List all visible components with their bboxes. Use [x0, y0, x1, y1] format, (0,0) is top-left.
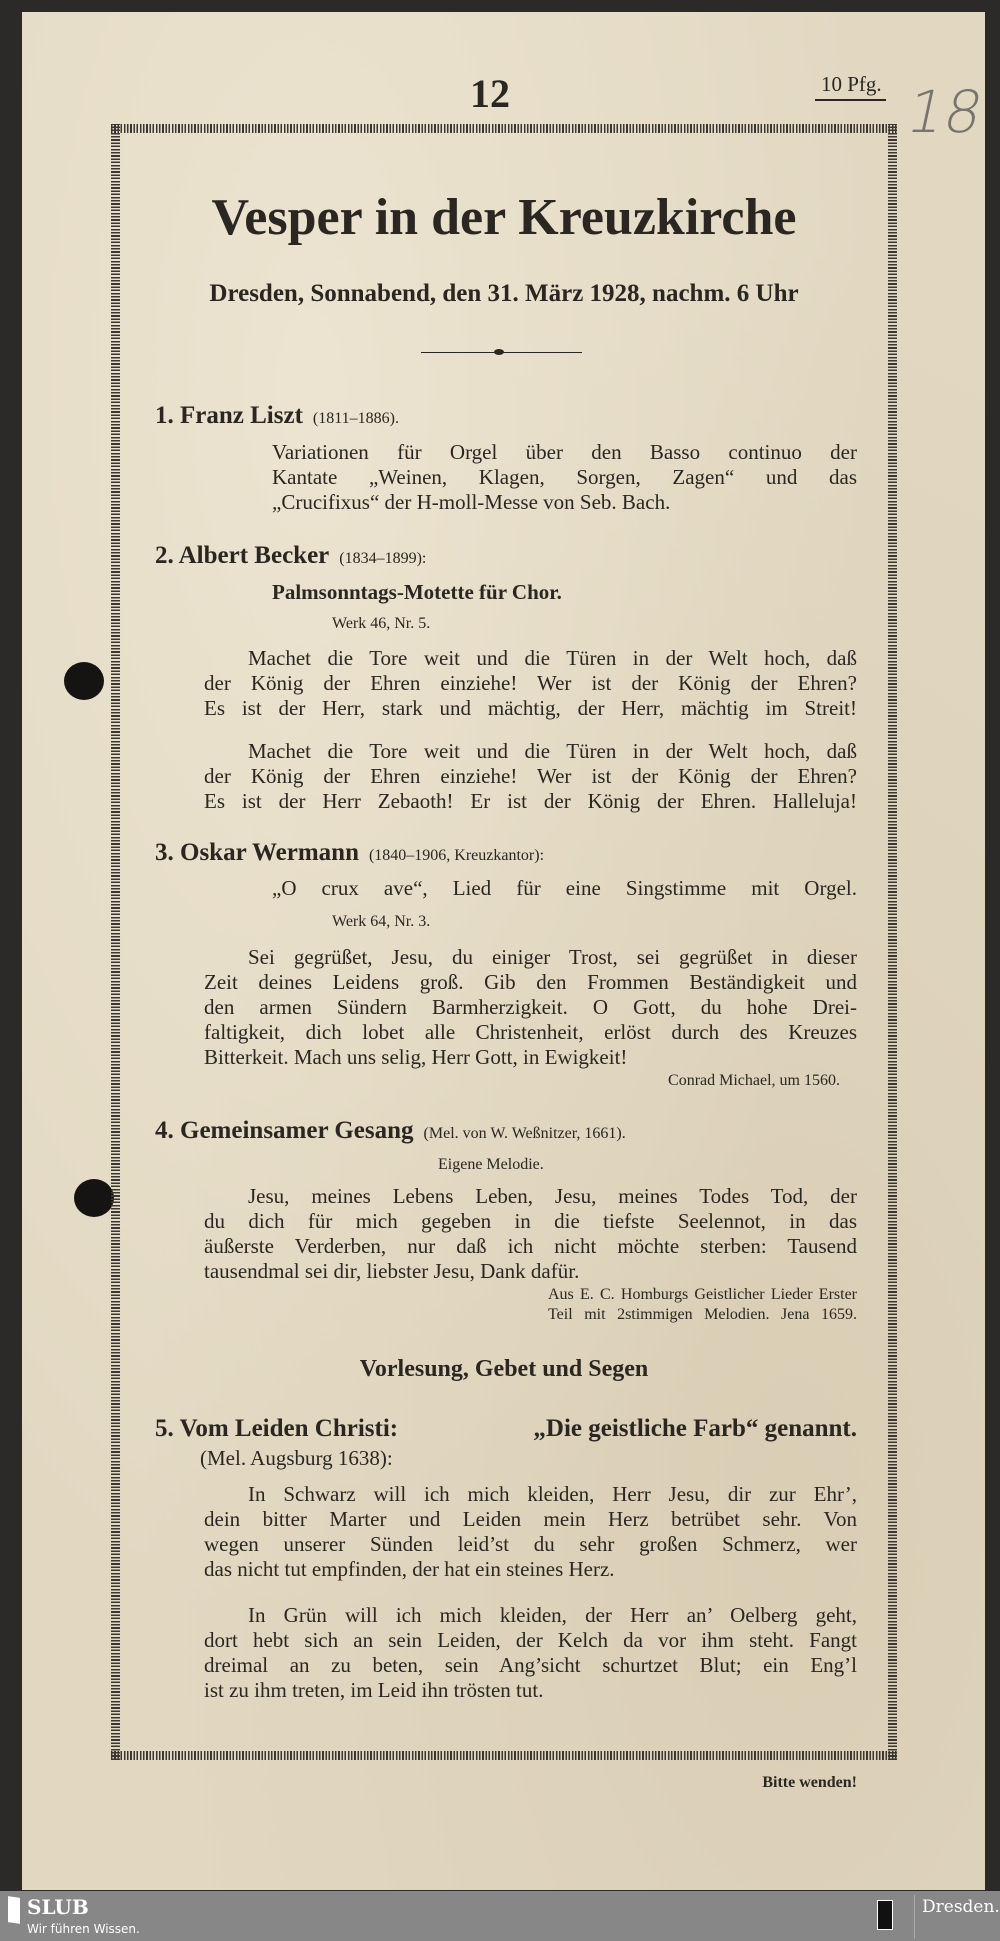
page-number: 12 [470, 71, 510, 116]
frame-border-right [888, 124, 897, 1760]
lyrics-line: Es ist der Herr, stark und mächtig, der Herr, mächtig im Streit! [204, 696, 857, 720]
attribution-line: Conrad Michael, um 1560. [668, 1072, 840, 1089]
program-item-3-heading: 3. Oskar Wermann (1840–1906, Kreuzkantor): [155, 839, 545, 866]
lyrics-line: Sei gegrüßet, Jesu, du einiger Trost, sei gegrüßet in dieser [248, 945, 857, 969]
lyrics-line: dreimal an zu beten, sein Ang’sicht schurtzet Blut; ein Eng’l [204, 1653, 857, 1677]
lyrics-line: Machet die Tore weit und die Türen in der Welt hoch, daß [248, 646, 857, 670]
subtitle: Dresden, Sonnabend, den 31. März 1928, nachm. 6 Uhr [209, 280, 799, 307]
lyrics-line: der König der Ehren einziehe! Wer ist der König der Ehren? [204, 764, 857, 788]
lyrics-line: In Grün will ich mich kleiden, der Herr an’ Oelberg geht, [248, 1603, 857, 1627]
lyrics-line: den armen Sündern Barmherzigkeit. O Gott, du hohe Drei- [204, 995, 857, 1019]
divider [914, 1895, 915, 1939]
frame-border-bottom [111, 1751, 897, 1760]
program-item-5-heading: 5. Vom Leiden Christi: „Die geistliche Farb“ genannt. [155, 1415, 857, 1442]
page-title: Vesper in der Kreuzkirche [211, 189, 797, 246]
work-line: Variationen für Orgel über den Basso continuo der [272, 440, 857, 464]
lyrics-line: wegen unserer Sünden leid’st du sehr großen Schmerz, wer [204, 1532, 857, 1556]
lyrics-line: äußerste Verderben, nur daß ich nicht möchte sterben: Tausend [204, 1234, 857, 1258]
lyrics-line: du dich für mich gegeben in die tiefste Seelennot, in das [204, 1209, 857, 1233]
dresden-coat-of-arms-icon [877, 1900, 893, 1930]
slub-book-icon [8, 1896, 20, 1924]
lyrics-line: dort hebt sich an sein Leiden, der Kelch da vor ihm steht. Fangt [204, 1628, 857, 1652]
program-item-1-heading: 1. Franz Liszt (1811–1886). [155, 402, 399, 429]
lyrics-line: der König der Ehren einziehe! Wer ist der König der Ehren? [204, 671, 857, 695]
work-line: Palmsonntags-Motette für Chor. [272, 580, 562, 604]
punch-hole [74, 1179, 114, 1217]
frame-border-left [111, 124, 120, 1760]
dresden-logo[interactable]: Dresden. [922, 1897, 1000, 1917]
turn-page-note: Bitte wenden! [762, 1774, 857, 1791]
work-line: Werk 46, Nr. 5. [332, 615, 431, 632]
frame-border-top [111, 124, 897, 133]
lyrics-line: Zeit deines Leidens groß. Gib den Frommen Beständigkeit und [204, 970, 857, 994]
lyrics-line: Es ist der Herr Zebaoth! Er ist der König der Ehren. Halleluja! [204, 789, 857, 813]
ornament-center [494, 349, 504, 355]
lyrics-line: ist zu ihm treten, im Leid ihn trösten tut. [204, 1678, 544, 1702]
slub-tagline: Wir führen Wissen. [27, 1922, 140, 1936]
program-item-4-heading: 4. Gemeinsamer Gesang (Mel. von W. Weßnitzer, 1661). [155, 1117, 626, 1144]
viewer-footer [0, 1891, 1000, 1941]
lyrics-line: dein bitter Marter und Leiden mein Herz betrübet sehr. Von [204, 1507, 857, 1531]
work-line: (Mel. Augsburg 1638): [200, 1446, 393, 1470]
price: 10 Pfg. [815, 72, 886, 101]
lyrics-line: Machet die Tore weit und die Türen in der Welt hoch, daß [248, 739, 857, 763]
work-line: Eigene Melodie. [438, 1156, 544, 1173]
lyrics-line: In Schwarz will ich mich kleiden, Herr Jesu, dir zur Ehr’, [248, 1482, 857, 1506]
punch-hole [64, 662, 104, 700]
lyrics-line: tausendmal sei dir, liebster Jesu, Dank dafür. [204, 1259, 580, 1283]
slub-logo[interactable]: SLUB [27, 1895, 89, 1919]
handwritten-number: 18 [900, 78, 990, 146]
attribution-line: Teil mit 2stimmigen Melodien. Jena 1659. [548, 1306, 857, 1323]
interlude-heading: Vorlesung, Gebet und Segen [359, 1356, 649, 1382]
program-item-2-heading: 2. Albert Becker (1834–1899): [155, 542, 427, 569]
work-line: Werk 64, Nr. 3. [332, 913, 431, 930]
attribution-line: Aus E. C. Homburgs Geistlicher Lieder Erster [548, 1286, 857, 1303]
work-line: „O crux ave“, Lied für eine Singstimme mit Orgel. [272, 876, 857, 900]
work-line: Kantate „Weinen, Klagen, Sorgen, Zagen“ und das [272, 465, 857, 489]
work-line: „Crucifixus“ der H-moll-Messe von Seb. Bach. [272, 490, 671, 514]
lyrics-line: das nicht tut empfinden, der hat ein steines Herz. [204, 1557, 615, 1581]
lyrics-line: Bitterkeit. Mach uns selig, Herr Gott, in Ewigkeit! [204, 1045, 628, 1069]
lyrics-line: faltigkeit, dich lobet alle Christenheit, erlöst durch des Kreuzes [204, 1020, 857, 1044]
lyrics-line: Jesu, meines Lebens Leben, Jesu, meines Todes Tod, der [248, 1184, 857, 1208]
